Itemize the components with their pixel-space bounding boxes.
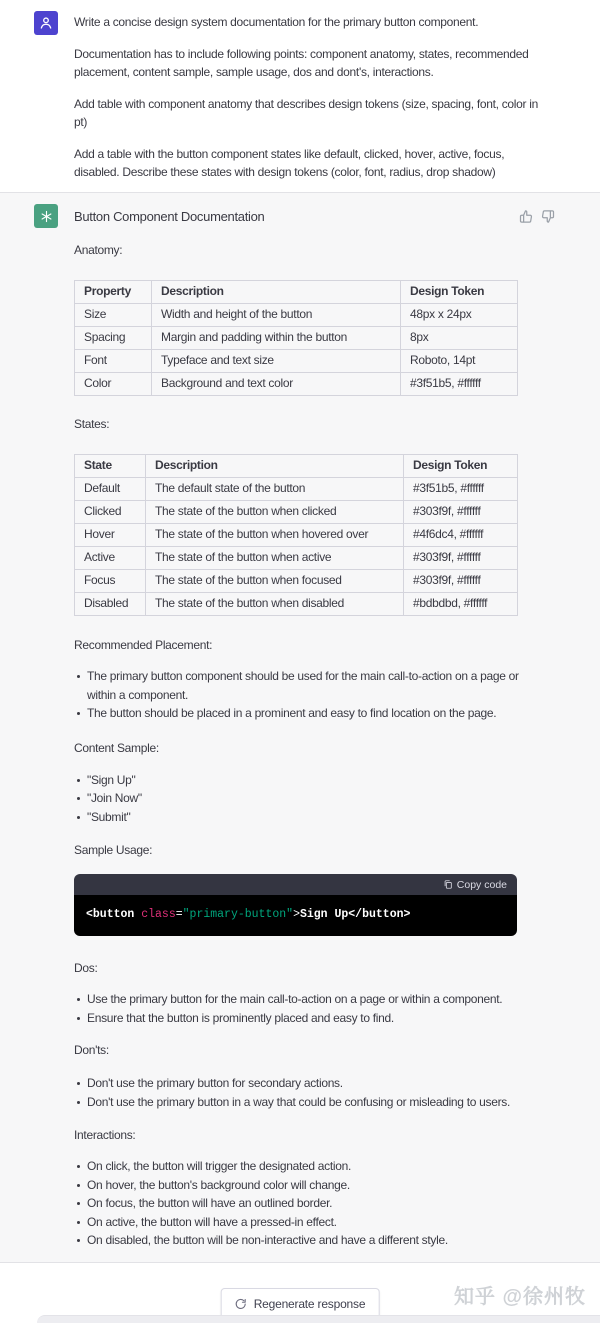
column-header: Description [146, 455, 404, 478]
thumbs-up-icon [518, 209, 533, 224]
cell: Disabled [75, 593, 146, 616]
code-token: <button [86, 908, 142, 921]
cell: #303f9f, #ffffff [404, 547, 518, 570]
content-sample-heading: Content Sample: [74, 740, 159, 755]
table-row [75, 593, 518, 616]
list-item: "Join Now" [74, 789, 540, 808]
assistant-avatar [34, 204, 58, 228]
code-token: Sign Up [299, 908, 349, 921]
response-title: Button Component Documentation [74, 209, 265, 224]
table-row [75, 327, 518, 350]
code-token: > [293, 908, 300, 921]
cell: Focus [75, 570, 146, 593]
table-header-row [75, 455, 518, 478]
list-item: "Sign Up" [74, 771, 540, 790]
list-item: The button should be placed in a prominent and easy to find location on the page. [74, 704, 540, 723]
list-item: Don't use the primary button for secondary actions. [74, 1074, 540, 1093]
cell: Margin and padding within the button [152, 327, 401, 350]
dos-list [74, 990, 540, 1027]
cell: The state of the button when clicked [146, 501, 404, 524]
watermark: 知乎 @徐州牧 [453, 1286, 586, 1308]
assistant-message [0, 192, 600, 1263]
states-table [74, 454, 518, 616]
recommended-placement-list [74, 667, 540, 723]
cell: #3f51b5, #ffffff [404, 478, 518, 501]
list-item: "Submit" [74, 808, 540, 827]
cell: #bdbdbd, #ffffff [404, 593, 518, 616]
cell: Color [75, 373, 152, 396]
table-row [75, 373, 518, 396]
person-icon [38, 15, 54, 31]
code-content [74, 895, 517, 936]
user-paragraph: Write a concise design system documentation for the primary button component. [74, 15, 479, 29]
user-message [0, 0, 600, 192]
column-header: Design Token [401, 281, 518, 304]
cell: Size [75, 304, 152, 327]
list-item: On click, the button will trigger the designated action. [74, 1157, 540, 1176]
table-row [75, 478, 518, 501]
list-item: Ensure that the button is prominently placed and easy to find. [74, 1009, 540, 1028]
states-heading: States: [74, 417, 110, 431]
copy-code-button[interactable] [443, 879, 507, 891]
cell: Clicked [75, 501, 146, 524]
list-item: On hover, the button's background color will change. [74, 1176, 540, 1195]
dos-heading: Dos: [74, 961, 98, 975]
anatomy-table [74, 280, 518, 396]
code-token: class [141, 908, 176, 921]
cell: #3f51b5, #ffffff [401, 373, 518, 396]
regenerate-response-label: Regenerate response [253, 1296, 366, 1311]
table-row [75, 570, 518, 593]
chat-input-partial[interactable] [37, 1315, 600, 1323]
cell: Hover [75, 524, 146, 547]
cell: Spacing [75, 327, 152, 350]
user-avatar [34, 11, 58, 35]
cell: The state of the button when active [146, 547, 404, 570]
user-paragraph: Add a table with the button component states like default, clicked, hover, active, focus, disabled. Describe these states with design tokens (color, font, radius, drop shadow) [74, 146, 505, 179]
column-header: Property [75, 281, 152, 304]
user-paragraph: Documentation has to include following points: component anatomy, states, recommended placement, content sample, sample usage, dos and dont's, interactions. [74, 46, 529, 79]
code-token: "primary-button" [182, 908, 294, 921]
cell: Roboto, 14pt [401, 350, 518, 373]
thumbs-down-icon [541, 209, 556, 224]
cell: 48px x 24px [401, 304, 518, 327]
list-item: On focus, the button will have an outlined border. [74, 1194, 540, 1213]
user-paragraph: Add table with component anatomy that describes design tokens (size, spacing, font, color in pt) [74, 96, 539, 129]
table-row [75, 350, 518, 373]
feedback-controls [518, 209, 556, 224]
code-token: = [175, 908, 183, 921]
anatomy-heading: Anatomy: [74, 243, 123, 257]
cell: Width and height of the button [152, 304, 401, 327]
copy-code-label: Copy code [456, 878, 507, 891]
list-item: Use the primary button for the main call-to-action on a page or within a component. [74, 990, 540, 1009]
column-header: Design Token [404, 455, 518, 478]
list-item: The primary button component should be used for the main call-to-action on a page or within a component. [74, 667, 540, 704]
table-row [75, 524, 518, 547]
cell: The state of the button when disabled [146, 593, 404, 616]
interactions-list [74, 1157, 540, 1250]
column-header: State [75, 455, 146, 478]
code-token: </button> [348, 908, 411, 921]
cell: The default state of the button [146, 478, 404, 501]
openai-logo-icon [39, 209, 54, 224]
table-header-row [75, 281, 518, 304]
content-sample-list [74, 771, 540, 827]
cell: Active [75, 547, 146, 570]
code-block [74, 874, 517, 936]
recommended-placement-heading: Recommended Placement: [74, 638, 213, 652]
donts-list [74, 1074, 540, 1111]
donts-heading: Don'ts: [74, 1043, 109, 1057]
cell: Background and text color [152, 373, 401, 396]
clipboard-icon [443, 879, 453, 890]
cell: #303f9f, #ffffff [404, 501, 518, 524]
thumbs-down-button[interactable] [541, 209, 556, 224]
table-row [75, 547, 518, 570]
table-row [75, 304, 518, 327]
cell: #4f6dc4, #ffffff [404, 524, 518, 547]
sample-usage-heading: Sample Usage: [74, 843, 153, 857]
list-item: On disabled, the button will be non-interactive and have a different style. [74, 1231, 540, 1250]
cell: The state of the button when focused [146, 570, 404, 593]
table-row [75, 501, 518, 524]
column-header: Description [152, 281, 401, 304]
list-item: Don't use the primary button in a way that could be confusing or misleading to users. [74, 1093, 540, 1112]
list-item: On active, the button will have a pressed-in effect. [74, 1213, 540, 1232]
thumbs-up-button[interactable] [518, 209, 533, 224]
cell: Font [75, 350, 152, 373]
cell: Typeface and text size [152, 350, 401, 373]
cell: #303f9f, #ffffff [404, 570, 518, 593]
cell: Default [75, 478, 146, 501]
cell: 8px [401, 327, 518, 350]
cell: The state of the button when hovered over [146, 524, 404, 547]
footer [0, 1263, 600, 1323]
interactions-heading: Interactions: [74, 1128, 136, 1142]
refresh-icon [235, 1298, 247, 1310]
code-block-header [74, 874, 517, 895]
